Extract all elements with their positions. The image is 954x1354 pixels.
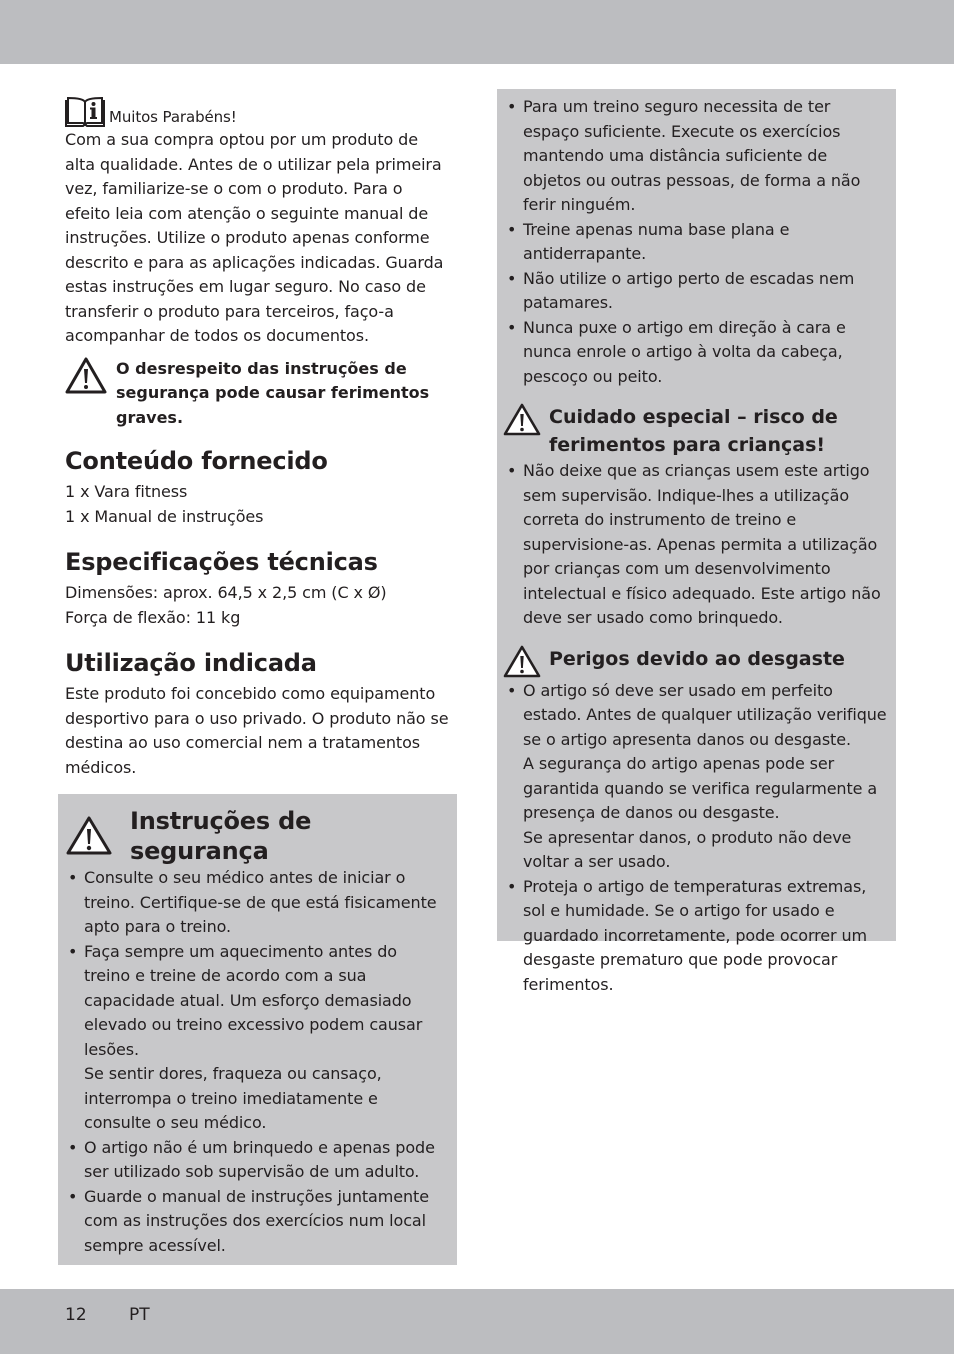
list-item: • O artigo não é um brinquedo e apenas pode ser utilizado sob supervisão de um adulto. [66, 1136, 447, 1185]
contents-heading: Conteúdo fornecido [65, 447, 328, 475]
warning-triangle-icon [66, 816, 112, 856]
intro-warning [65, 357, 450, 431]
page-number: 12 [65, 1305, 87, 1325]
manual-info-icon [65, 96, 105, 128]
wear-heading: Perigos devido ao desgaste [549, 647, 845, 670]
contents-item: 1 x Vara fitness [65, 482, 188, 501]
warning-triangle-icon [65, 357, 107, 395]
intro-greeting-row [65, 96, 450, 128]
list-item: • Consulte o seu médico antes de iniciar o treino. Certifique-se de que está fisicamente apto para o treino. [66, 866, 447, 940]
list-item: • Faça sempre um aquecimento antes do treino e treine de acordo com a sua capacidade atual. Um esforço demasiado elevado ou treino excessivo podem causar lesões. Se sentir dores, fraqueza ou cansaço, interrompa o treino imediatamente e consulte o seu médico. [66, 940, 447, 1136]
specs-heading: Especificações técnicas [65, 548, 378, 576]
specs-item: Dimensões: aprox. 64,5 x 2,5 cm (C x Ø) [65, 583, 387, 602]
safety-box [58, 794, 457, 1265]
usage-heading: Utilização indicada [65, 649, 317, 677]
left-column [65, 96, 450, 780]
wear-list [497, 679, 896, 998]
list-item: • O artigo só deve ser usado em perfeito estado. Antes de qualquer utilização verifique se o artigo apresenta danos ou desgaste. A segurança do artigo apenas pode ser garantida quando se verifica regularmente a presença de danos ou desgaste. Se apresentar danos, o produto não deve voltar a ser usado. [505, 679, 888, 875]
safety-list [58, 866, 457, 1258]
intro-warning-text: O desrespeito das instruções de segurança pode causar ferimentos graves. [116, 358, 430, 427]
greeting-text: Muitos Parabéns! [109, 108, 237, 126]
safety-heading: Instruções de segurança [130, 807, 312, 865]
list-item: • Nunca puxe o artigo em direção à cara e nunca enrole o artigo à volta da cabeça, pescoço ou peito. [505, 316, 888, 390]
children-heading-row [497, 403, 896, 459]
specs-item: Força de flexão: 11 kg [65, 607, 241, 627]
usage-text: Este produto foi concebido como equipamento desportivo para o uso privado. O produto não se destina ao uso comercial nem a tratamentos médicos. [65, 684, 449, 777]
list-item: • Não deixe que as crianças usem este artigo sem supervisão. Indique-lhes a utilização correta do instrumento de treino e supervisione-as. Apenas permita a utilização por crianças com um desenvolvimento intelectual e físico adequado. Este artigo não deve ser usado como brinquedo. [505, 459, 888, 631]
list-item: • Proteja o artigo de temperaturas extremas, sol e humidade. Se o artigo for usado e guardado incorretamente, pode ocorrer um desgaste prematuro que pode provocar ferimentos. [505, 875, 888, 998]
list-item: • Treine apenas numa base plana e antiderrapante. [505, 218, 888, 267]
children-heading: Cuidado especial – risco de ferimentos para crianças! [549, 406, 838, 456]
list-item: • Guarde o manual de instruções juntamente com as instruções dos exercícios num local sempre acessível. [66, 1185, 447, 1259]
header-bar [0, 0, 954, 64]
intro-paragraph: Com a sua compra optou por um produto de alta qualidade. Antes de o utilizar pela primeira vez, familiarize-se o com o produto. Para o efeito leia com atenção o seguinte manual de instruções. Utilize o produto apenas conforme descrito e para as aplicações indicadas. Guarda estas instruções em lugar seguro. No caso de transferir o produto para terceiros, faço-a acompanhar de todos os documentos. [65, 130, 444, 345]
safety-list-continued [497, 95, 896, 389]
warning-triangle-icon [503, 645, 541, 679]
language-code: PT [129, 1305, 150, 1325]
safety-heading-row [58, 794, 457, 866]
warning-triangle-icon [503, 403, 541, 437]
wear-heading-row [497, 645, 896, 679]
list-item: • Para um treino seguro necessita de ter espaço suficiente. Execute os exercícios mantendo uma distância suficiente de objetos ou outras pessoas, de forma a não ferir ninguém. [505, 95, 888, 218]
safety-box-continued [497, 89, 896, 994]
children-list [497, 459, 896, 631]
list-item: • Não utilize o artigo perto de escadas nem patamares. [505, 267, 888, 316]
contents-item: 1 x Manual de instruções [65, 506, 264, 526]
